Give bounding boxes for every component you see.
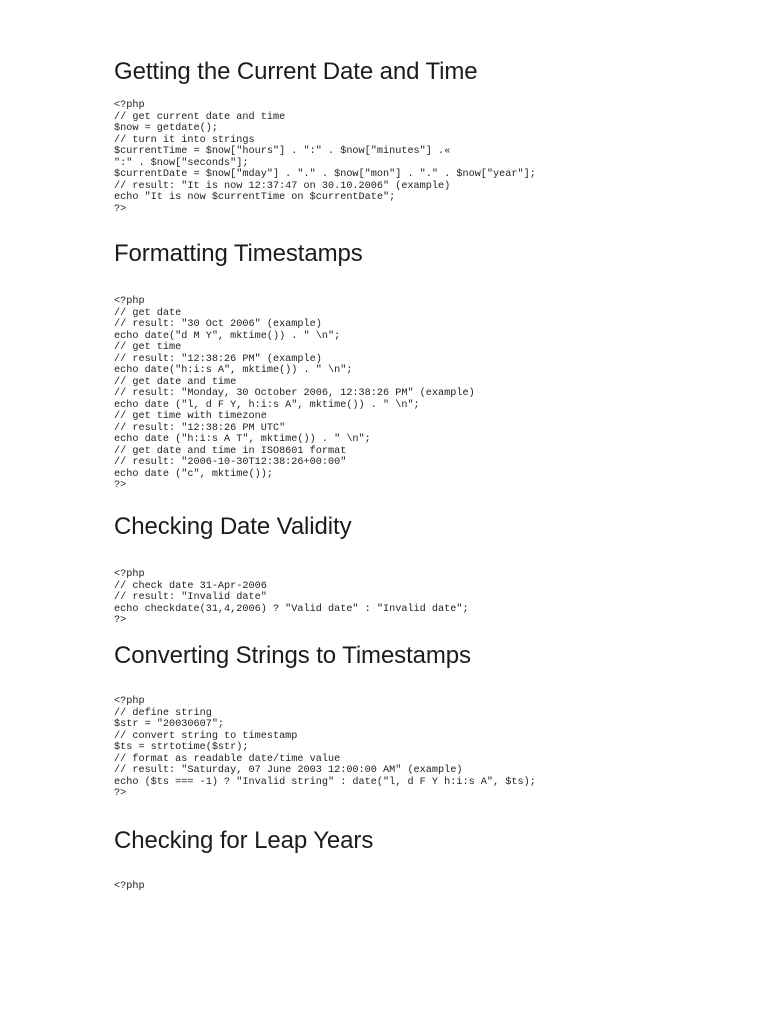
code-block: <?php // get current date and time $now = getdate(); // turn it into strings $currentTime = $now["hours"] . ":" . $now["minutes"] .« ":" . $now["seconds"]; $currentDate = $now["mday"] . "." . $now["mon"] . "." . $now["year"]; // result: "It is now 12:37:47 on 30.10.2006" (example) echo "It is now $currentTime on $currentDate"; ?> [114,100,536,215]
section-heading: Converting Strings to Timestamps [114,642,471,669]
section-heading: Formatting Timestamps [114,240,363,267]
section-leap-years [114,827,754,893]
code-block: <?php [114,881,145,892]
section-heading: Checking for Leap Years [114,827,374,854]
code-block: <?php // check date 31-Apr-2006 // result: "Invalid date" echo checkdate(31,4,2006) ? "Valid date" : "Invalid date"; ?> [114,569,469,626]
code-block: <?php // define string $str = "20030607"; // convert string to timestamp $ts = strtotime($str); // format as readable date/time value // result: "Saturday, 07 June 2003 12:00:00 AM" (example) echo ($ts === -1) ? "Invalid string" : date("l, d F Y h:i:s A", $ts); ?> [114,696,536,799]
section-heading: Getting the Current Date and Time [114,58,478,85]
code-block: <?php // get date // result: "30 Oct 2006" (example) echo date("d M Y", mktime()) . " \n"; // get time // result: "12:38:26 PM" (example) echo date("h:i:s A", mktime()) . " \n"; // get date and time // result: "Monday, 30 October 2006, 12:38:26 PM" (example) echo date ("l, d F Y, h:i:s A", mktime()) . " \n"; // get time with timezone // result: "12:38:26 PM UTC" echo date ("h:i:s A T", mktime()) . " \n"; // get date and time in ISO8601 format // result: "2006-10-30T12:38:26+00:00" echo date ("c", mktime()); ?> [114,296,475,491]
section-date-validity [114,513,754,627]
section-formatting-timestamps [114,240,754,492]
section-strings-to-timestamps [114,642,754,800]
section-heading: Checking Date Validity [114,513,352,540]
section-current-date-time [114,58,754,215]
